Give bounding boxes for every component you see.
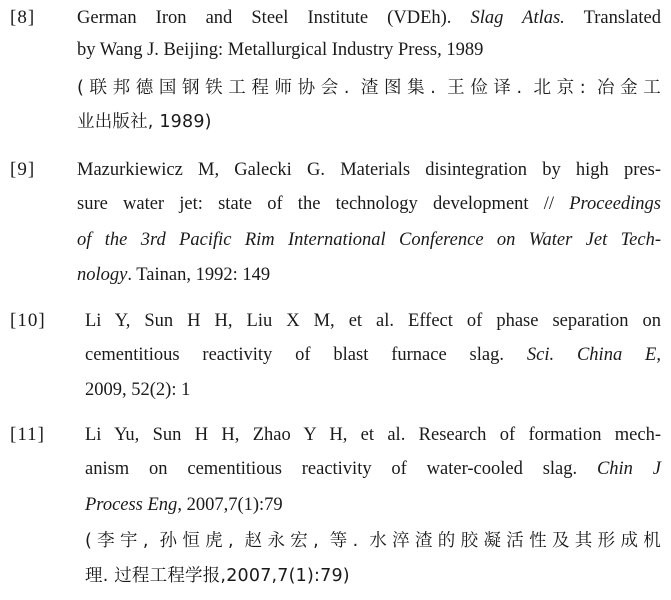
reference-line: German Iron and Steel Institute (VDEh). Slag Atlas. Translated (77, 8, 661, 28)
reference-line: 2009, 52(2): 1 (85, 380, 191, 400)
reference-line: cementitious reactivity of blast furnace slag. Sci. China E, (85, 345, 661, 365)
reference-line: 理. 过程工程学报,2007,7(1):79) (85, 566, 350, 586)
reference-number: [9] (10, 159, 36, 180)
reference-number: [11] (10, 424, 45, 445)
reference-line: Li Y, Sun H H, Liu X M, et al. Effect of phase separation on (85, 311, 661, 331)
reference-line: 业出版社, 1989) (77, 112, 212, 132)
reference-line: by Wang J. Beijing: Metallurgical Industry Press, 1989 (77, 40, 484, 60)
reference-line: Mazurkiewicz M, Galecki G. Materials disintegration by high pres- (77, 160, 661, 180)
reference-line: sure water jet: state of the technology development // Proceedings (77, 194, 661, 214)
reference-number: [10] (10, 310, 46, 331)
reference-number: [8] (10, 7, 36, 28)
reference-line: Li Yu, Sun H H, Zhao Y H, et al. Research of formation mech- (85, 425, 661, 445)
reference-line: (联邦德国钢铁工程师协会. 渣图集. 王俭译. 北京: 冶金工 (77, 78, 661, 98)
reference-line: anism on cementitious reactivity of water-cooled slag. Chin J (85, 459, 661, 479)
reference-line: nology. Tainan, 1992: 149 (77, 265, 271, 285)
reference-line: of the 3rd Pacific Rim International Conference on Water Jet Tech- (77, 230, 661, 250)
reference-line: Process Eng, 2007,7(1):79 (85, 495, 283, 515)
reference-line: (李宇, 孙恒虎, 赵永宏, 等. 水淬渣的胶凝活性及其形成机 (85, 531, 661, 551)
